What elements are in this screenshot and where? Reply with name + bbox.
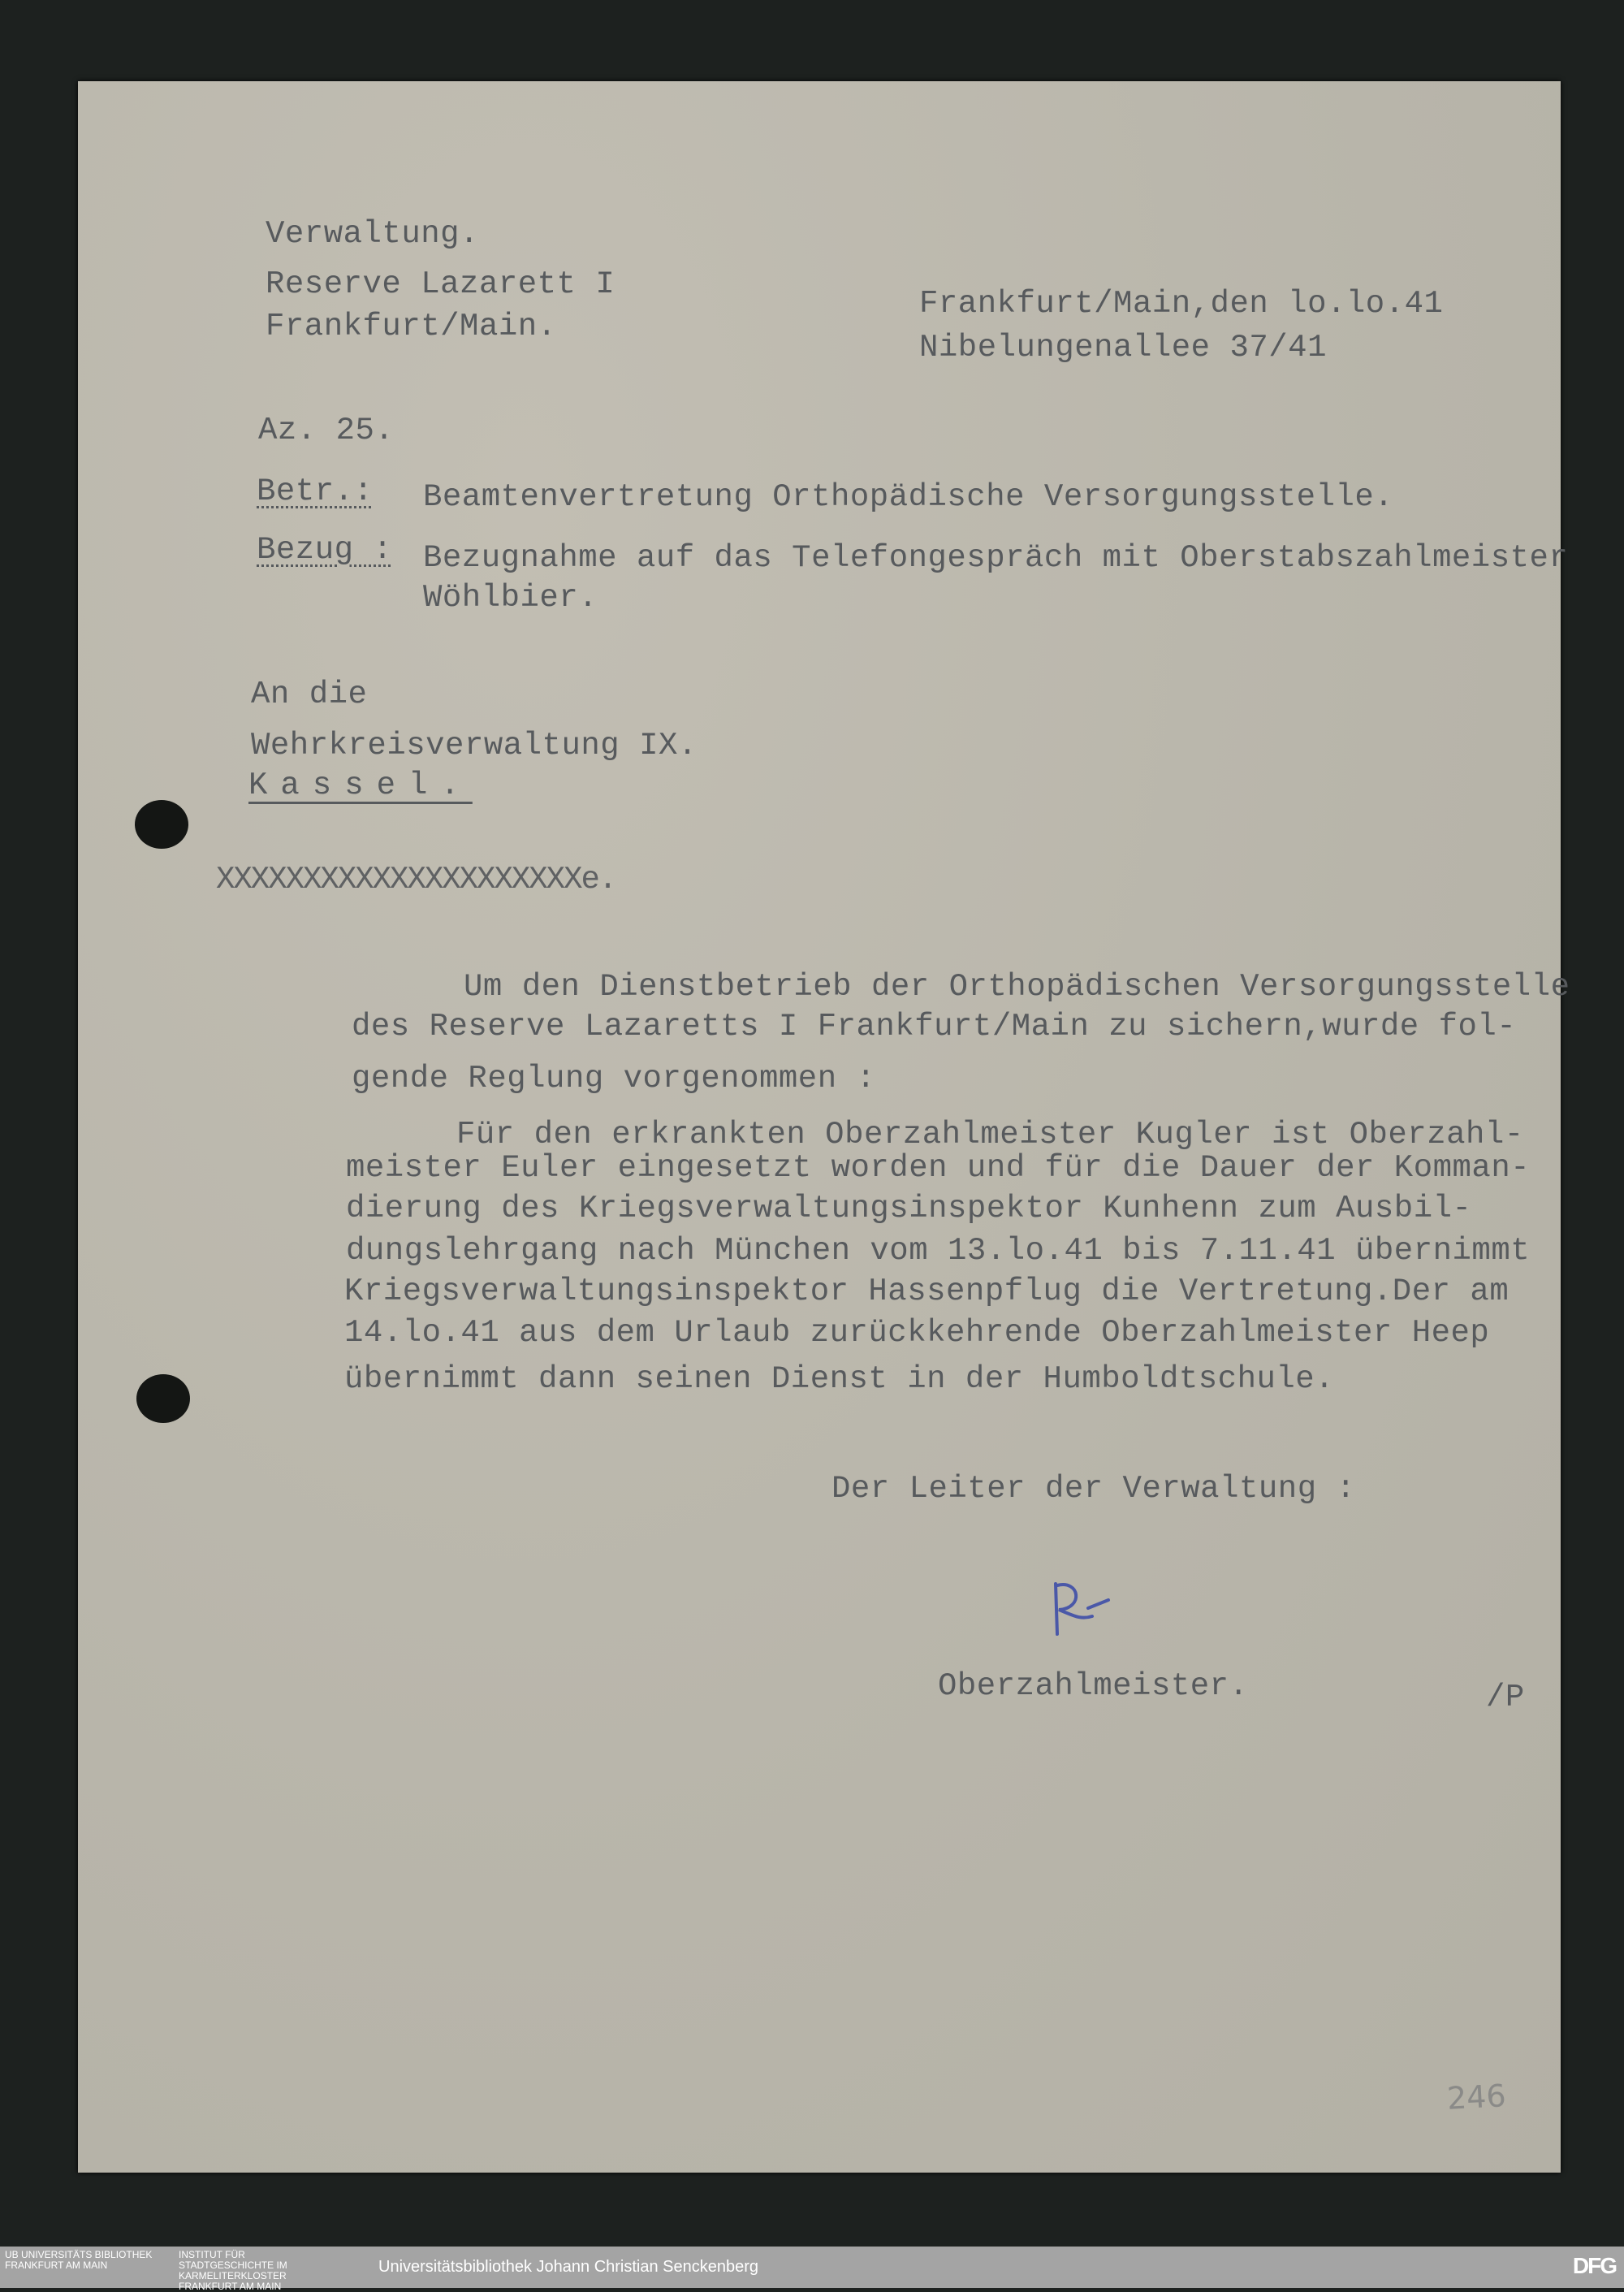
- handwritten-signature: [1047, 1576, 1121, 1641]
- punch-hole: [135, 800, 188, 849]
- struck-out-line: XXXXXXXXXXXXXXXXXXXXXe.: [216, 862, 616, 897]
- recipient-line: An die: [251, 677, 368, 712]
- body-line: übernimmt dann seinen Dienst in der Humboldtschule.: [344, 1361, 1335, 1397]
- place-date: Frankfurt/Main,den lo.lo.41: [919, 286, 1444, 322]
- address: Nibelungenallee 37/41: [919, 330, 1327, 365]
- body-line: meister Euler eingesetzt worden und für die Dauer der Komman-: [346, 1150, 1531, 1186]
- signatory-title: Oberzahlmeister.: [938, 1668, 1249, 1704]
- sender-line: Verwaltung.: [266, 216, 479, 252]
- footer-bar: [0, 2247, 1624, 2292]
- isg-logo: INSTITUT FÜR STADTGESCHICHTE IM KARMELITERKLOSTER FRANKFURT AM MAIN: [179, 2249, 287, 2292]
- body-line: dierung des Kriegsverwaltungsinspektor Kunhenn zum Ausbil-: [346, 1191, 1472, 1226]
- ub-logo: UB UNIVERSITÄTS BIBLIOTHEK FRANKFURT AM MAIN: [5, 2249, 153, 2271]
- body-line: des Reserve Lazaretts I Frankfurt/Main zu sichern,wurde fol-: [352, 1009, 1517, 1044]
- punch-hole: [136, 1374, 190, 1423]
- body-line: Für den erkrankten Oberzahlmeister Kugler ist Oberzahl-: [456, 1117, 1524, 1152]
- body-line: dungslehrgang nach München vom 13.lo.41 bis 7.11.41 übernimmt: [346, 1233, 1531, 1269]
- subject-text: Beamtenvertretung Orthopädische Versorgungsstelle.: [423, 479, 1394, 515]
- reference-label: Bezug :: [257, 532, 393, 568]
- body-line: Kriegsverwaltungsinspektor Hassenpflug die Vertretung.Der am: [344, 1274, 1510, 1309]
- sender-line: Reserve Lazarett I: [266, 266, 615, 302]
- recipient-line: Wehrkreisverwaltung IX.: [251, 728, 698, 763]
- closing-line: Der Leiter der Verwaltung :: [831, 1471, 1356, 1507]
- recipient-city: Kassel.: [248, 768, 473, 803]
- body-line: gende Reglung vorgenommen :: [352, 1061, 876, 1096]
- reference-text: Wöhlbier.: [423, 580, 598, 616]
- subject-label: Betr.:: [257, 474, 374, 509]
- body-line: 14.lo.41 aus dem Urlaub zurückkehrende Oberzahlmeister Heep: [344, 1315, 1490, 1351]
- reference-text: Bezugnahme auf das Telefongespräch mit Oberstabszahlmeister: [423, 540, 1569, 576]
- library-name: Universitätsbibliothek Johann Christian Senckenberg: [378, 2258, 759, 2276]
- sender-line: Frankfurt/Main.: [266, 309, 557, 344]
- body-line: Um den Dienstbetrieb der Orthopädischen Versorgungsstelle: [464, 969, 1570, 1005]
- typist-initials: /P: [1486, 1680, 1525, 1715]
- page-number: 246: [1445, 2078, 1507, 2117]
- reference-number: Az. 25.: [258, 413, 395, 448]
- dfg-logo: DFG: [1572, 2253, 1616, 2278]
